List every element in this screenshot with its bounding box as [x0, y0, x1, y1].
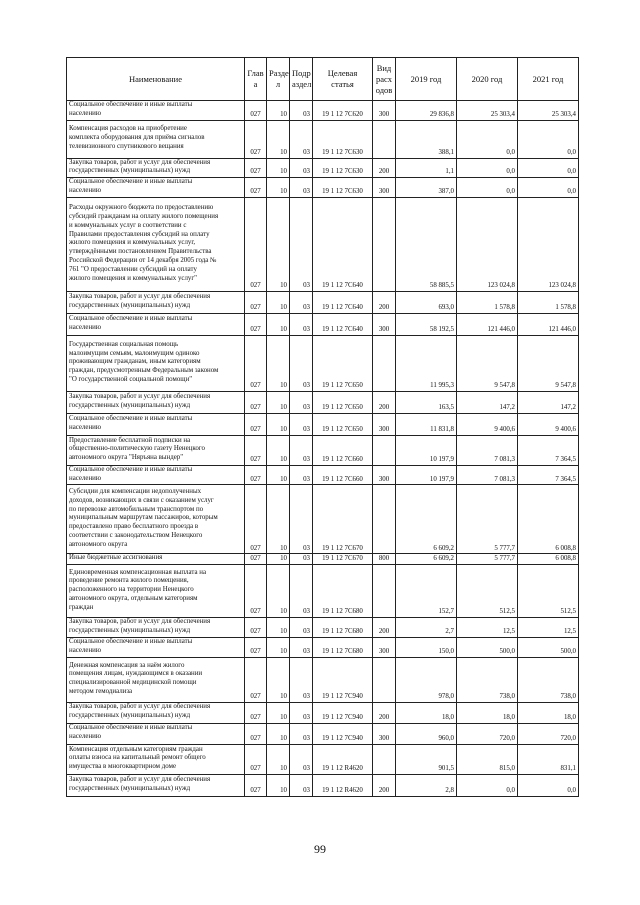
row-value-2020: 815,0: [457, 744, 518, 774]
row-glava: 027: [245, 774, 267, 796]
row-expense-type: [373, 197, 396, 291]
row-expense-type: [373, 120, 396, 158]
row-value-2019: 1,1: [396, 158, 457, 178]
row-name: Социальное обеспечение и иные выплаты населению: [67, 413, 245, 435]
row-value-2019: 11 995,3: [396, 335, 457, 391]
header-glava: Глав а: [245, 58, 267, 101]
row-name: Закупка товаров, работ и услуг для обеспечения государственных (муниципальных) нужд: [67, 158, 245, 178]
row-value-2020: 25 303,4: [457, 101, 518, 121]
table-row: [67, 120, 579, 158]
row-podrazdel: 03: [290, 291, 313, 313]
row-value-2021: 9 400,6: [518, 413, 579, 435]
table-row: [67, 413, 579, 435]
row-podrazdel: 03: [290, 702, 313, 723]
header-name: Наименование: [67, 58, 245, 101]
row-expense-type: [373, 435, 396, 465]
row-target-article: 19 1 12 7С650: [313, 335, 373, 391]
row-name: Государственная социальная помощь малоимущим семьям, малоимущим одиноко проживающим гражданам, иным категориям граждан, предусмотренным Федеральным законом "О государственной социальной помощи": [67, 335, 245, 391]
row-expense-type: [373, 335, 396, 391]
row-glava: 027: [245, 413, 267, 435]
row-value-2020: 7 081,3: [457, 435, 518, 465]
row-target-article: 19 1 12 7С640: [313, 197, 373, 291]
table-row: [67, 391, 579, 413]
header-target-article: Целевая статья: [313, 58, 373, 101]
table-row: [67, 158, 579, 178]
row-name: Иные бюджетные ассигнования: [67, 554, 245, 565]
row-value-2020: 720,0: [457, 723, 518, 744]
row-name: Закупка товаров, работ и услуг для обеспечения государственных (муниципальных) нужд: [67, 391, 245, 413]
row-value-2019: 29 836,8: [396, 101, 457, 121]
row-expense-type: 300: [373, 723, 396, 744]
row-target-article: 19 1 12 R4620: [313, 774, 373, 796]
row-target-article: 19 1 12 7С680: [313, 565, 373, 618]
row-name: Закупка товаров, работ и услуг для обеспечения государственных (муниципальных) нужд: [67, 291, 245, 313]
row-expense-type: [373, 565, 396, 618]
table-row: [67, 565, 579, 618]
row-expense-type: [373, 744, 396, 774]
row-name: Социальное обеспечение и иные выплаты населению: [67, 638, 245, 658]
row-podrazdel: 03: [290, 413, 313, 435]
row-value-2020: 18,0: [457, 702, 518, 723]
row-glava: 027: [245, 485, 267, 554]
row-razdel: 10: [267, 435, 290, 465]
row-podrazdel: 03: [290, 774, 313, 796]
row-value-2021: 147,2: [518, 391, 579, 413]
row-value-2019: 388,1: [396, 120, 457, 158]
row-podrazdel: 03: [290, 723, 313, 744]
table-row: [67, 618, 579, 638]
row-value-2021: 0,0: [518, 120, 579, 158]
row-value-2021: 123 024,8: [518, 197, 579, 291]
row-target-article: 19 1 12 7С660: [313, 465, 373, 485]
table-row: [67, 313, 579, 335]
row-expense-type: 200: [373, 158, 396, 178]
row-target-article: 19 1 12 7С630: [313, 178, 373, 198]
row-name: Социальное обеспечение и иные выплаты населению: [67, 723, 245, 744]
row-glava: 027: [245, 618, 267, 638]
row-podrazdel: 03: [290, 485, 313, 554]
row-value-2020: 5 777,7: [457, 485, 518, 554]
row-value-2021: 9 547,8: [518, 335, 579, 391]
table-row: [67, 774, 579, 796]
row-value-2019: 960,0: [396, 723, 457, 744]
table-row: [67, 638, 579, 658]
header-expense-type: Вид расх одов: [373, 58, 396, 101]
row-value-2019: 10 197,9: [396, 465, 457, 485]
row-podrazdel: 03: [290, 197, 313, 291]
row-podrazdel: 03: [290, 101, 313, 121]
header-row: [67, 58, 579, 101]
row-podrazdel: 03: [290, 618, 313, 638]
row-razdel: 10: [267, 101, 290, 121]
row-podrazdel: 03: [290, 744, 313, 774]
row-value-2019: 152,7: [396, 565, 457, 618]
row-razdel: 10: [267, 178, 290, 198]
table-row: [67, 702, 579, 723]
header-2021: 2021 год: [518, 58, 579, 101]
row-target-article: 19 1 12 7С680: [313, 618, 373, 638]
row-value-2019: 18,0: [396, 702, 457, 723]
row-value-2019: 978,0: [396, 657, 457, 702]
row-value-2021: 18,0: [518, 702, 579, 723]
row-glava: 027: [245, 120, 267, 158]
row-target-article: 19 1 12 R4620: [313, 744, 373, 774]
row-razdel: 10: [267, 158, 290, 178]
row-value-2019: 6 609,2: [396, 554, 457, 565]
row-value-2020: 147,2: [457, 391, 518, 413]
row-podrazdel: 03: [290, 120, 313, 158]
row-glava: 027: [245, 391, 267, 413]
row-razdel: 10: [267, 774, 290, 796]
row-value-2021: 12,5: [518, 618, 579, 638]
budget-table: [66, 57, 579, 797]
row-name: Компенсация расходов на приобретение комплекта оборудования для приёма сигналов телевизионного спутникового вещания: [67, 120, 245, 158]
row-value-2020: 1 578,8: [457, 291, 518, 313]
row-podrazdel: 03: [290, 391, 313, 413]
row-name: Денежная компенсация за наём жилого помещения лицам, нуждающимся в оказании специализированной медицинской помощи методом гемодиализа: [67, 657, 245, 702]
row-value-2020: 0,0: [457, 178, 518, 198]
row-podrazdel: 03: [290, 554, 313, 565]
row-razdel: 10: [267, 657, 290, 702]
row-target-article: 19 1 12 7С680: [313, 638, 373, 658]
row-expense-type: 300: [373, 638, 396, 658]
table-row: [67, 554, 579, 565]
row-podrazdel: 03: [290, 638, 313, 658]
row-value-2020: 7 081,3: [457, 465, 518, 485]
table-row: [67, 657, 579, 702]
row-expense-type: 300: [373, 413, 396, 435]
row-glava: 027: [245, 657, 267, 702]
row-name: Социальное обеспечение и иные выплаты населению: [67, 101, 245, 121]
row-value-2021: 25 303,4: [518, 101, 579, 121]
row-name: Социальное обеспечение и иные выплаты населению: [67, 178, 245, 198]
row-expense-type: 300: [373, 101, 396, 121]
row-razdel: 10: [267, 465, 290, 485]
table-row: [67, 335, 579, 391]
row-expense-type: [373, 657, 396, 702]
row-value-2021: 6 008,8: [518, 554, 579, 565]
row-value-2019: 10 197,9: [396, 435, 457, 465]
row-razdel: 10: [267, 638, 290, 658]
table-row: [67, 485, 579, 554]
row-glava: 027: [245, 101, 267, 121]
row-target-article: 19 1 12 7С630: [313, 120, 373, 158]
header-podrazdel: Подр аздел: [290, 58, 313, 101]
header-2020: 2020 год: [457, 58, 518, 101]
row-target-article: 19 1 12 7С640: [313, 291, 373, 313]
row-glava: 027: [245, 313, 267, 335]
row-value-2020: 0,0: [457, 774, 518, 796]
row-glava: 027: [245, 723, 267, 744]
row-podrazdel: 03: [290, 158, 313, 178]
table-row: [67, 435, 579, 465]
row-razdel: 10: [267, 291, 290, 313]
header-razdel: Разде л: [267, 58, 290, 101]
row-value-2020: 0,0: [457, 158, 518, 178]
table-row: [67, 197, 579, 291]
row-target-article: 19 1 12 7С650: [313, 413, 373, 435]
row-expense-type: 800: [373, 554, 396, 565]
row-value-2020: 9 547,8: [457, 335, 518, 391]
row-target-article: 19 1 12 7С620: [313, 101, 373, 121]
row-razdel: 10: [267, 723, 290, 744]
table-row: [67, 465, 579, 485]
row-value-2021: 500,0: [518, 638, 579, 658]
row-target-article: 19 1 12 7С640: [313, 313, 373, 335]
row-value-2021: 0,0: [518, 774, 579, 796]
row-glava: 027: [245, 702, 267, 723]
row-target-article: 19 1 12 7С630: [313, 158, 373, 178]
row-value-2021: 6 008,8: [518, 485, 579, 554]
row-expense-type: 200: [373, 291, 396, 313]
row-value-2019: 150,0: [396, 638, 457, 658]
row-glava: 027: [245, 744, 267, 774]
row-podrazdel: 03: [290, 178, 313, 198]
row-name: Социальное обеспечение и иные выплаты населению: [67, 313, 245, 335]
row-razdel: 10: [267, 391, 290, 413]
row-value-2019: 693,0: [396, 291, 457, 313]
row-glava: 027: [245, 554, 267, 565]
row-value-2020: 12,5: [457, 618, 518, 638]
row-target-article: 19 1 12 7С940: [313, 657, 373, 702]
table-row: [67, 744, 579, 774]
row-expense-type: 200: [373, 391, 396, 413]
row-value-2020: 512,5: [457, 565, 518, 618]
row-name: Закупка товаров, работ и услуг для обеспечения государственных (муниципальных) нужд: [67, 618, 245, 638]
row-value-2019: 2,8: [396, 774, 457, 796]
row-expense-type: 200: [373, 618, 396, 638]
row-value-2019: 2,7: [396, 618, 457, 638]
table-row: [67, 101, 579, 121]
row-name: Социальное обеспечение и иные выплаты населению: [67, 465, 245, 485]
row-glava: 027: [245, 435, 267, 465]
row-name: Закупка товаров, работ и услуг для обеспечения государственных (муниципальных) нужд: [67, 702, 245, 723]
row-value-2021: 7 364,5: [518, 465, 579, 485]
row-value-2021: 0,0: [518, 178, 579, 198]
row-razdel: 10: [267, 120, 290, 158]
row-razdel: 10: [267, 554, 290, 565]
row-razdel: 10: [267, 485, 290, 554]
page-number: 99: [314, 842, 326, 856]
table-body: [67, 101, 579, 797]
row-expense-type: 200: [373, 702, 396, 723]
row-target-article: 19 1 12 7С650: [313, 391, 373, 413]
table-row: [67, 178, 579, 198]
row-value-2021: 0,0: [518, 158, 579, 178]
row-value-2021: 738,0: [518, 657, 579, 702]
row-value-2021: 831,1: [518, 744, 579, 774]
row-value-2020: 738,0: [457, 657, 518, 702]
row-podrazdel: 03: [290, 335, 313, 391]
row-glava: 027: [245, 197, 267, 291]
row-value-2021: 121 446,0: [518, 313, 579, 335]
row-razdel: 10: [267, 702, 290, 723]
row-name: Субсидии для компенсации недополученных доходов, возникающих в связи с оказанием услуг по перевозке автомобильным транспортом по муниципальным маршрутам пассажиров, которым предоставлено право бесплатного проезда в соответствии с законодательством Ненецкого автономного округа: [67, 485, 245, 554]
table-row: [67, 723, 579, 744]
row-name: Единовременная компенсационная выплата на проведение ремонта жилого помещения, расположенного на территории Ненецкого автономного округа, отдельным категориям граждан: [67, 565, 245, 618]
header-2019: 2019 год: [396, 58, 457, 101]
row-value-2021: 720,0: [518, 723, 579, 744]
row-target-article: 19 1 12 7С940: [313, 723, 373, 744]
row-expense-type: 300: [373, 313, 396, 335]
row-target-article: 19 1 12 7С670: [313, 554, 373, 565]
row-value-2019: 901,5: [396, 744, 457, 774]
row-target-article: 19 1 12 7С670: [313, 485, 373, 554]
row-value-2020: 500,0: [457, 638, 518, 658]
row-value-2019: 58 192,5: [396, 313, 457, 335]
row-value-2019: 387,0: [396, 178, 457, 198]
row-value-2019: 11 831,8: [396, 413, 457, 435]
row-name: Предоставление бесплатной подписки на общественно-политическую газету Ненецкого автономного округа "Няръяна вындер": [67, 435, 245, 465]
row-glava: 027: [245, 291, 267, 313]
row-podrazdel: 03: [290, 435, 313, 465]
row-razdel: 10: [267, 313, 290, 335]
row-target-article: 19 1 12 7С940: [313, 702, 373, 723]
row-value-2020: 0,0: [457, 120, 518, 158]
table-row: [67, 291, 579, 313]
row-podrazdel: 03: [290, 465, 313, 485]
row-value-2019: 163,5: [396, 391, 457, 413]
row-razdel: 10: [267, 565, 290, 618]
row-glava: 027: [245, 178, 267, 198]
row-glava: 027: [245, 565, 267, 618]
row-podrazdel: 03: [290, 657, 313, 702]
row-razdel: 10: [267, 335, 290, 391]
row-value-2021: 7 364,5: [518, 435, 579, 465]
row-value-2019: 58 885,5: [396, 197, 457, 291]
row-razdel: 10: [267, 197, 290, 291]
row-podrazdel: 03: [290, 313, 313, 335]
row-expense-type: [373, 485, 396, 554]
row-razdel: 10: [267, 744, 290, 774]
row-glava: 027: [245, 638, 267, 658]
row-glava: 027: [245, 335, 267, 391]
row-razdel: 10: [267, 618, 290, 638]
row-value-2020: 123 024,8: [457, 197, 518, 291]
row-razdel: 10: [267, 413, 290, 435]
row-glava: 027: [245, 158, 267, 178]
row-expense-type: 300: [373, 178, 396, 198]
row-target-article: 19 1 12 7С660: [313, 435, 373, 465]
row-name: Компенсация отдельным категориям граждан оплаты взноса на капитальный ремонт общего имущества в многоквартирном доме: [67, 744, 245, 774]
row-expense-type: 200: [373, 774, 396, 796]
row-value-2020: 9 400,6: [457, 413, 518, 435]
row-value-2019: 6 609,2: [396, 485, 457, 554]
row-expense-type: 300: [373, 465, 396, 485]
row-glava: 027: [245, 465, 267, 485]
row-value-2020: 121 446,0: [457, 313, 518, 335]
row-name: Расходы окружного бюджета по предоставлению субсидий гражданам на оплату жилого помещения и коммунальных услуг в соответствии с Правилами предоставления субсидий на оплату жилого помещения и коммунальных услуг, утверждёнными постановлением Правительства Российской Федерации от 14 декабря 2005 года № 761 "О предоставлении субсидий на оплату жилого помещения и коммунальных услуг": [67, 197, 245, 291]
row-value-2020: 5 777,7: [457, 554, 518, 565]
row-value-2021: 1 578,8: [518, 291, 579, 313]
row-podrazdel: 03: [290, 565, 313, 618]
row-name: Закупка товаров, работ и услуг для обеспечения государственных (муниципальных) нужд: [67, 774, 245, 796]
row-value-2021: 512,5: [518, 565, 579, 618]
